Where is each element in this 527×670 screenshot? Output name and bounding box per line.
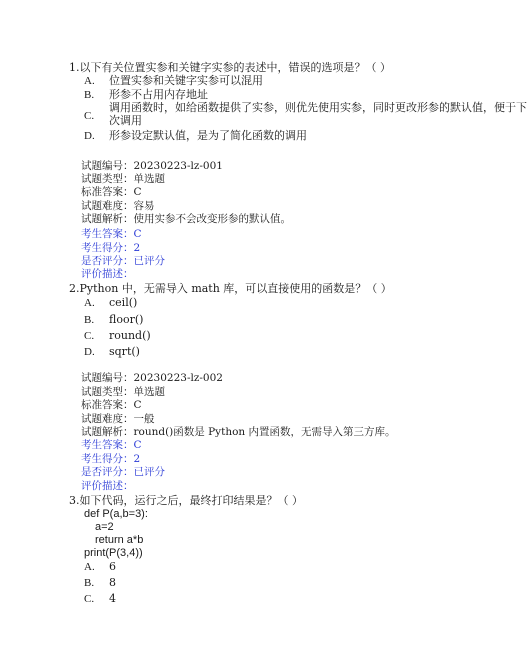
q2-option-d-letter: D.: [84, 346, 95, 358]
q1-option-d-text: 形参设定默认值，是为了简化函数的调用: [109, 129, 307, 142]
q1-option-a-text: 位置实参和关键字实参可以混用: [109, 74, 263, 87]
q3-code-line-3: return a*b: [95, 534, 144, 546]
q2-option-d-text: sqrt(): [109, 345, 140, 358]
q2-option-c-letter: C.: [84, 330, 95, 342]
q2-question-type: 试题类型：单选题: [81, 386, 165, 398]
q1-option-a-letter: A.: [84, 75, 95, 87]
q3-option-a-letter: A.: [84, 561, 95, 573]
q1-option-b-letter: B.: [84, 89, 95, 101]
q3-code-line-1: def P(a,b=3):: [84, 508, 148, 520]
q1-analysis: 试题解析：使用实参不会改变形参的默认值。: [81, 213, 291, 225]
q1-difficulty: 试题难度：容易: [81, 200, 155, 212]
q1-option-c-letter: C.: [84, 110, 95, 122]
q1-question-type: 试题类型：单选题: [81, 173, 165, 185]
q2-option-c-text: round(): [109, 329, 151, 342]
q3-code-line-4: print(P(3,4)): [84, 547, 143, 559]
q1-option-c-text-line2: 次调用: [109, 114, 142, 127]
q2-option-a-text: ceil(): [109, 296, 138, 309]
q1-student-score: 考生得分：2: [81, 242, 141, 254]
q2-option-a-letter: A.: [84, 297, 95, 309]
q1-student-answer: 考生答案：C: [81, 228, 142, 240]
q1-graded-status: 是否评分：已评分: [81, 255, 165, 267]
q1-question-id: 试题编号：20230223-lz-001: [81, 160, 223, 172]
q2-student-score: 考生得分：2: [81, 453, 141, 465]
q3-option-c-letter: C.: [84, 593, 95, 605]
q2-difficulty: 试题难度：一般: [81, 413, 155, 425]
q3-option-b-letter: B.: [84, 577, 95, 589]
q2-evaluation-comment: 评价描述：: [81, 480, 134, 492]
question-3-title: 3.如下代码，运行之后，最终打印结果是？（ ）: [69, 494, 303, 507]
question-1-title: 1.以下有关位置实参和关键字实参的表述中，错误的选项是？（ ）: [69, 61, 391, 74]
q2-question-id: 试题编号：20230223-lz-002: [81, 372, 223, 384]
question-2-title: 2.Python 中，无需导入 math 库，可以直接使用的函数是？（ ）: [69, 282, 392, 295]
q2-standard-answer: 标准答案：C: [81, 399, 142, 411]
q3-option-a-text: 6: [109, 560, 116, 573]
q2-option-b-text: floor(): [109, 313, 144, 326]
q3-code-line-2: a=2: [95, 521, 114, 533]
q1-option-c-text-line1: 调用函数时，如给函数提供了实参，则优先使用实参，同时更改形参的默认值，便于下: [109, 101, 527, 114]
q1-standard-answer: 标准答案：C: [81, 186, 142, 198]
q3-option-b-text: 8: [109, 576, 116, 589]
q2-analysis: 试题解析：round()函数是 Python 内置函数，无需导入第三方库。: [81, 426, 396, 438]
q1-option-b-text: 形参不占用内存地址: [109, 88, 208, 101]
q3-option-c-text: 4: [109, 592, 116, 605]
q2-student-answer: 考生答案：C: [81, 439, 142, 451]
q1-option-d-letter: D.: [84, 130, 95, 142]
q2-option-b-letter: B.: [84, 314, 95, 326]
q2-graded-status: 是否评分：已评分: [81, 466, 165, 478]
q1-evaluation-comment: 评价描述：: [81, 268, 134, 280]
